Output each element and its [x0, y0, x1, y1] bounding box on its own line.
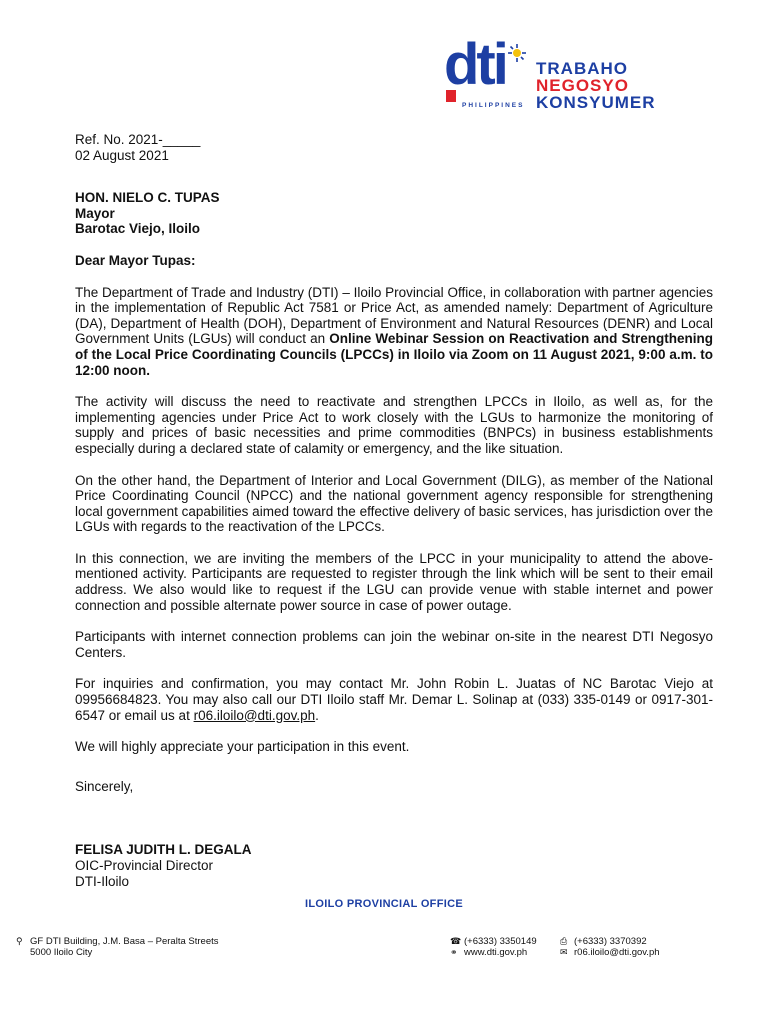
- recipient-title: Mayor: [75, 205, 115, 221]
- dti-logo-text: dti: [444, 32, 506, 97]
- sun-star-icon: [508, 44, 526, 62]
- paragraph-6-end: .: [315, 707, 319, 723]
- footer-contacts-left: [450, 936, 537, 958]
- footer-contacts-right: [560, 936, 660, 958]
- footer-fax: (+6333) 3370392: [574, 936, 647, 947]
- ref-number: Ref. No. 2021-_____: [75, 132, 201, 147]
- closing: Sincerely,: [75, 778, 134, 794]
- signatory-office: DTI-Iloilo: [75, 873, 130, 889]
- signatory-name: FELISA JUDITH L. DEGALA: [75, 842, 252, 858]
- location-pin-icon: ⚲: [16, 936, 23, 946]
- letter-date: 02 August 2021: [75, 147, 169, 163]
- paragraph-7: We will highly appreciate your participation in this event.: [75, 739, 410, 755]
- email-icon: ✉: [560, 947, 568, 957]
- address-line-1: GF DTI Building, J.M. Basa – Peralta Streets: [30, 936, 219, 947]
- contact-email-link[interactable]: r06.iloilo@dti.gov.ph: [193, 707, 316, 723]
- recipient-place: Barotac Viejo, Iloilo: [75, 221, 201, 237]
- footer-email[interactable]: r06.iloilo@dti.gov.ph: [574, 947, 660, 958]
- tagline-trabaho: TRABAHO: [536, 59, 628, 78]
- footer-website[interactable]: www.dti.gov.ph: [464, 947, 528, 958]
- tagline-negosyo: NEGOSYO: [536, 76, 629, 95]
- paragraph-4: In this connection, we are inviting the members of the LPCC in your municipality to attend the above-mentioned activity. Participants are requested to register through the link which will be sent to their email address. We also would like to request if the LGU can provide venue with stable internet and power connection and possible alternate power source in case of power outage.: [75, 550, 713, 613]
- dti-logo-country: PHILIPPINES: [462, 102, 525, 109]
- header-logos: [440, 32, 690, 120]
- address-line-2: 5000 Iloilo City: [30, 947, 93, 958]
- paragraph-3: On the other hand, the Department of Interior and Local Government (DILG), as member of the National Price Coordinating Council (NPCC) and the national government agency responsible for strengthening local government capabilities aimed toward the effective delivery of basic services, has jurisdiction over the LGUs with regards to the reactivation of the LPCCs.: [75, 472, 713, 535]
- paragraph-1-event: Online Webinar Session on Reactivation and Strengthening of the Local Price Coordinating Councils (LPCCs) in Iloilo via Zoom on 11 August 2021, 9:00 a.m. to 12:00 noon.: [75, 331, 713, 378]
- paragraph-6: [75, 676, 713, 723]
- tagline-konsyumer: KONSYUMER: [536, 93, 656, 112]
- office-label: ILOILO PROVINCIAL OFFICE: [305, 898, 463, 910]
- footer-address: [16, 936, 219, 958]
- salutation: Dear Mayor Tupas:: [75, 252, 196, 268]
- paragraph-5: Participants with internet connection problems can join the webinar on-site in the nearest DTI Negosyo Centers.: [75, 629, 713, 660]
- paragraph-1-text: The Department of Trade and Industry (DTI) – Iloilo Provincial Office, in collaboration with partner agencies in the implementation of Republic Act 7581 or Price Act, as amended namely: Department of Agriculture (DA), Department of Health (DOH), Department of Environment and Natural Resources (DENR) and Local Government Units (LGUs) will conduct an: [75, 284, 713, 347]
- footer-phone: (+6333) 3350149: [464, 936, 537, 947]
- paragraph-1: [75, 285, 713, 379]
- signatory-title: OIC-Provincial Director: [75, 858, 214, 873]
- globe-icon: ⚭: [450, 947, 458, 957]
- paragraph-6-text: For inquiries and confirmation, you may contact Mr. John Robin L. Juatas of NC Barotac Viejo at 09956684823. You may also call our DTI Iloilo staff Mr. Demar L. Solinap at (033) 335-0149 or 0917-301-6547 or email us at: [75, 676, 713, 723]
- tagline-logo: [536, 60, 688, 111]
- paragraph-2: The activity will discuss the need to reactivate and strengthen LPCCs in Iloilo, as well as, for the implementing agencies under Price Act to work closely with the LGUs to harmonize the monitoring of supply and prices of basic necessities and prime commodities (BNPCs) in business establishments especially during a declared state of calamity or emergency, and the like situation.: [75, 394, 713, 456]
- dti-logo: [444, 32, 530, 114]
- recipient-name: HON. NIELO C. TUPAS: [75, 190, 220, 206]
- phone-icon: ☎: [450, 936, 462, 946]
- letter-body: [75, 132, 713, 889]
- fax-icon: ⎙: [560, 936, 568, 946]
